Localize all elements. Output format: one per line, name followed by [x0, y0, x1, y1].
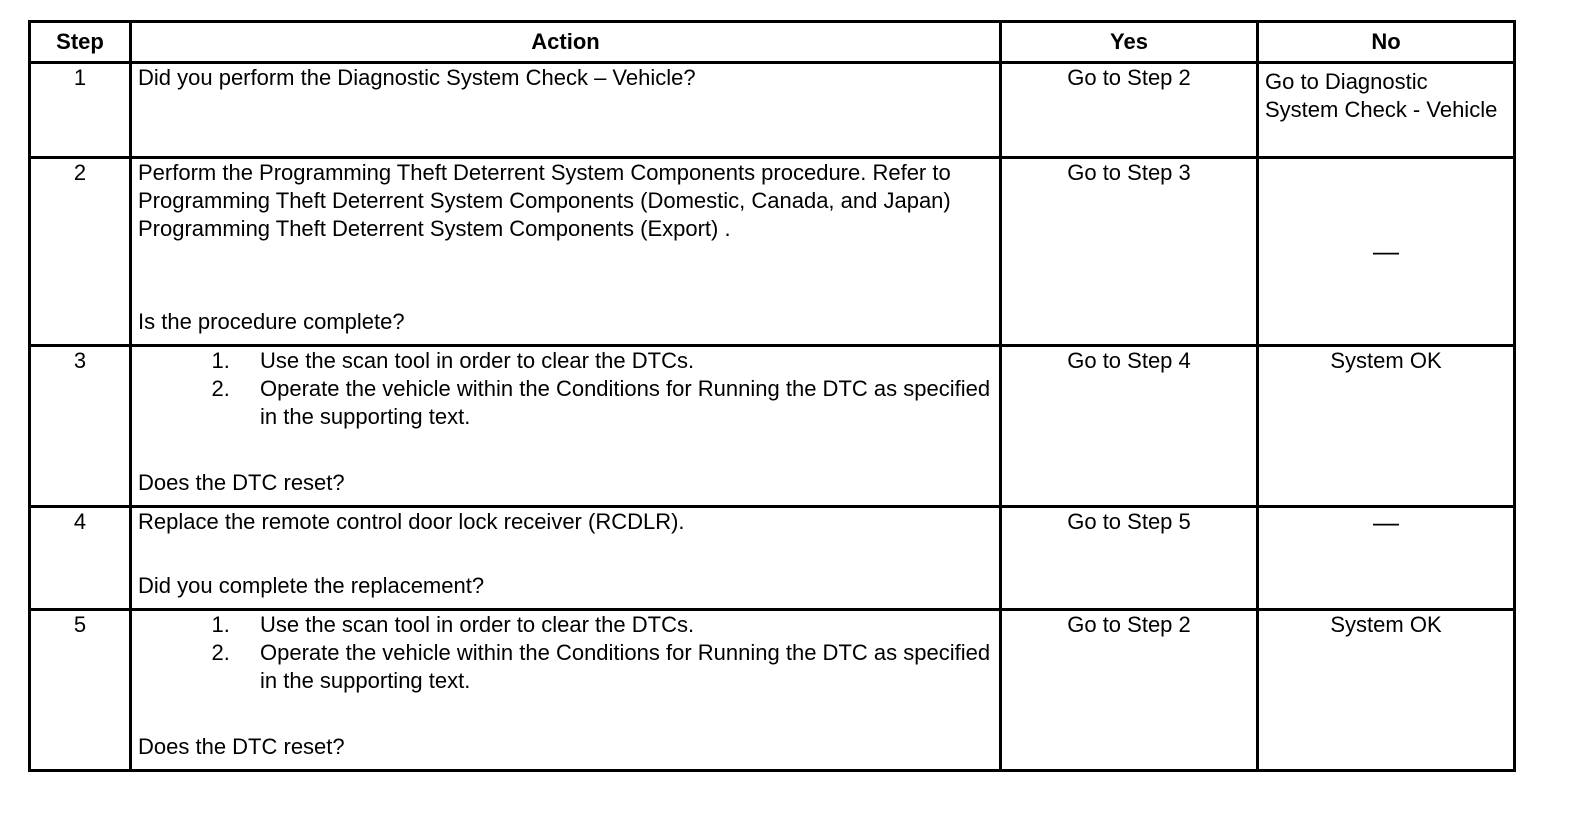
- list-item: 1. Use the scan tool in order to clear the DTCs.: [236, 347, 993, 375]
- dash-mark: —: [1373, 235, 1399, 266]
- header-yes: Yes: [1001, 22, 1258, 63]
- diagnostic-table: [28, 20, 1516, 772]
- step-number: 4: [30, 507, 131, 610]
- table-row: [30, 507, 1515, 610]
- action-question: Does the DTC reset?: [138, 470, 345, 495]
- action-question: Does the DTC reset?: [138, 734, 345, 759]
- step-number: 1: [30, 63, 131, 158]
- action-text: Perform the Programming Theft Deterrent System Components procedure. Refer to Programming Theft Deterrent System Components (Domestic, Canada, and Japan) Programming Theft Deterrent System Components (Export) .: [138, 160, 951, 241]
- list-item: 2. Operate the vehicle within the Conditions for Running the DTC as specified in the supporting text.: [236, 639, 993, 695]
- action-cell: [131, 610, 1001, 771]
- action-text: Did you perform the Diagnostic System Check – Vehicle?: [138, 65, 696, 90]
- dash-mark: —: [1373, 507, 1399, 537]
- action-question: Did you complete the replacement?: [138, 573, 485, 598]
- action-cell: [131, 63, 1001, 158]
- step-number: 2: [30, 158, 131, 346]
- header-step: Step: [30, 22, 131, 63]
- table-row: [30, 346, 1515, 507]
- no-cell: Go to Diagnostic System Check - Vehicle: [1258, 63, 1515, 158]
- table-row: [30, 158, 1515, 346]
- action-cell: [131, 158, 1001, 346]
- action-text: Replace the remote control door lock receiver (RCDLR).: [138, 509, 685, 534]
- no-cell: System OK: [1258, 610, 1515, 771]
- action-question: Is the procedure complete?: [138, 309, 405, 334]
- action-list: [138, 611, 993, 695]
- table-row: [30, 610, 1515, 771]
- yes-cell: Go to Step 2: [1001, 610, 1258, 771]
- header-no: No: [1258, 22, 1515, 63]
- no-cell: [1258, 507, 1515, 610]
- action-cell: [131, 346, 1001, 507]
- action-cell: [131, 507, 1001, 610]
- yes-cell: Go to Step 3: [1001, 158, 1258, 346]
- yes-cell: Go to Step 2: [1001, 63, 1258, 158]
- list-item: 2. Operate the vehicle within the Conditions for Running the DTC as specified in the supporting text.: [236, 375, 993, 431]
- no-cell: [1258, 158, 1515, 346]
- header-row: [30, 22, 1515, 63]
- step-number: 3: [30, 346, 131, 507]
- step-number: 5: [30, 610, 131, 771]
- table-row: [30, 63, 1515, 158]
- list-item: 1. Use the scan tool in order to clear the DTCs.: [236, 611, 993, 639]
- action-list: [138, 347, 993, 431]
- header-action: Action: [131, 22, 1001, 63]
- no-cell: System OK: [1258, 346, 1515, 507]
- yes-cell: Go to Step 5: [1001, 507, 1258, 610]
- yes-cell: Go to Step 4: [1001, 346, 1258, 507]
